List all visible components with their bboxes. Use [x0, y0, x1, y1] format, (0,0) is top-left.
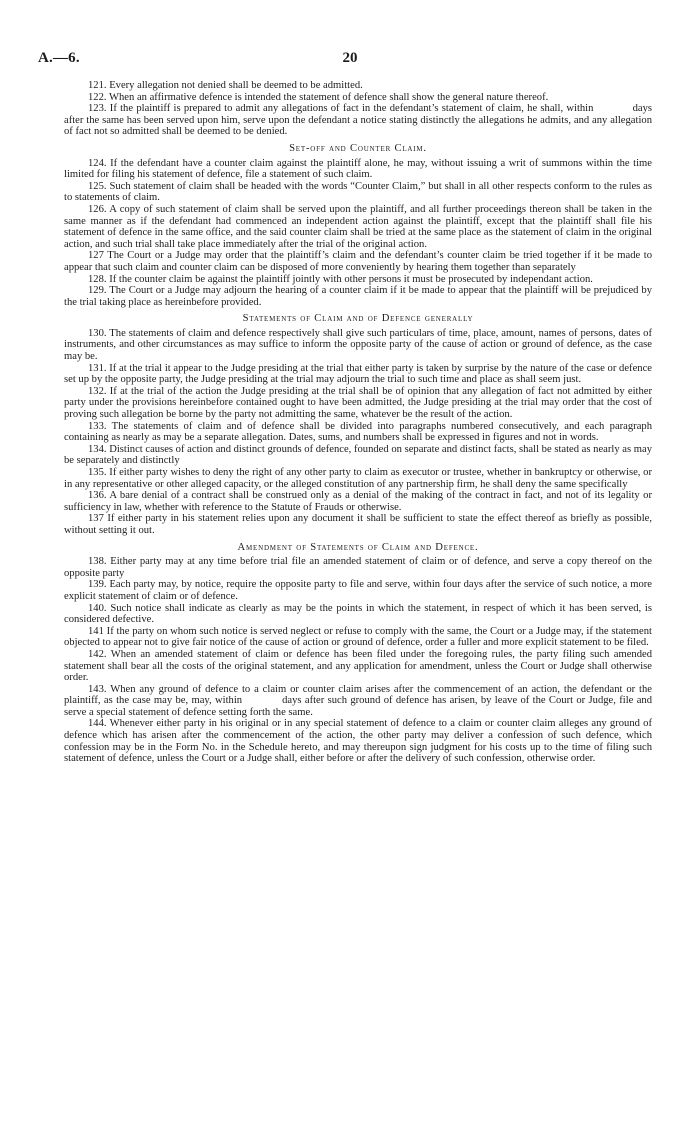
rule-137: 137 If either party in his statement relies upon any document it shall be sufficient to state the effect thereof as briefly as possible, without setting it out.: [64, 513, 652, 536]
section-heading-amendment: Amendment of Statements of Claim and Defence.: [237, 541, 479, 553]
document-reference: A.—6.: [38, 50, 80, 66]
rule-140: 140. Such notice shall indicate as clearly as may be the points in which the statement, in respect of which it has been served, is considered defective.: [64, 602, 652, 626]
rule-124: 124. If the defendant have a counter claim against the plaintiff alone, he may, without issuing a writ of summons within the time limited for filing his statement of defence, file a statement of such claim.: [64, 157, 652, 181]
rule-133: 133. The statements of claim and of defence shall be divided into paragraphs numbered consecutively, and each paragraph containing as nearly as may be a separate allegation. Dates, sums, and numbers shall be expressed in figures and not in words.: [64, 420, 652, 444]
rule-130: 130. The statements of claim and defence respectively shall give such particulars of time, place, amount, names of persons, dates of instruments, and other circumstances as may suffice to inform the opposite party of the cause of action or ground of defence, as the case may be.: [64, 327, 652, 363]
rule-141: 141 If the party on whom such notice is served neglect or refuse to comply with the same, the Court or a Judge may, if the statement objected to appear not to give fair notice of the cause of action or ground of defence, order a fuller and more explicit statement to be filed.: [64, 625, 652, 649]
section-heading-statements: Statements of Claim and of Defence generally: [242, 313, 474, 325]
rule-134: 134. Distinct causes of action and distinct grounds of defence, founded on separate and distinct facts, shall be stated as nearly as may be separately and distinctly: [64, 443, 652, 467]
rule-144: 144. Whenever either party in his original or in any special statement of defence to a claim or counter claim alleges any ground of defence which has arisen after the commencement of the action, the other party may deliver a confession of such defence, which confession may be in the Form No. in the Schedule hereto, and may thereupon sign judgment for his costs up to the time of filing such statement of defence, unless the Court or a Judge shall, either before or after the delivery of such confession, otherwise order.: [64, 718, 652, 765]
rule-125: 125. Such statement of claim shall be headed with the words “Counter Claim,” but shall in all other respects conform to the rules as to statements of claim.: [64, 180, 652, 204]
rule-138: 138. Either party may at any time before trial file an amended statement of claim or of defence, and serve a copy thereof on the opposite party: [64, 556, 652, 579]
page-number: 20: [342, 50, 358, 66]
rule-126: 126. A copy of such statement of claim shall be served upon the plaintiff, and all further proceedings thereon shall be taken in the same manner as if the defendant had commenced an independent action against the plaintiff, except that the plaintiff shall file his statement of defence in the same office, and the said counter claim shall be tried at the same place as the statement of claim in the original action, and such trial shall take place immediately after the trial of the original action.: [64, 203, 652, 250]
rule-129: 129. The Court or a Judge may adjourn the hearing of a counter claim if it be made to appear that the plaintiff will be prejudiced by the trial taking place as hereinbefore provided.: [64, 285, 652, 308]
rule-142: 142. When an amended statement of claim or defence has been filed under the foregoing rules, the party filing such amended statement shall bear all the costs of the original statement, and any application for amendment, unless the Court or Judge shall otherwise order.: [64, 648, 652, 684]
rule-143: 143. When any ground of defence to a claim or counter claim arises after the commencement of an action, the defendant or the plaintiff, as the case may be, may, within days after such ground of defence has arisen, by leave of the Court or Judge, file and serve a special statement of defence setting forth the same.: [64, 683, 655, 718]
rule-139: 139. Each party may, by notice, require the opposite party to file and serve, within four days after the service of such notice, a more explicit statement of claim or of defence.: [64, 579, 652, 602]
rule-123: 123. If the plaintiff is prepared to admit any allegations of fact in the defendant’s statement of claim, he shall, within days after the same has been served upon him, serve upon the defendant a notice stating distinctly the allegations he admits, and any allegation of fact not so admitted shall be deemed to be denied.: [64, 103, 655, 138]
rule-135: 135. If either party wishes to deny the right of any other party to claim as executor or trustee, whether in bankruptcy or otherwise, or in any representative or other alleged capacity, or the alleged constitution of any partnership firm, he shall deny the same specifically: [64, 467, 652, 490]
rule-128: 128. If the counter claim be against the plaintiff jointly with other persons it must be prosecuted by independant action.: [88, 273, 593, 285]
rule-131: 131. If at the trial it appear to the Judge presiding at the trial that either party is taken by surprise by the nature of the case or defence set up by the opposite party, the Judge presiding at the trial may adjourn the trial to such time and place as shall seem just.: [64, 362, 652, 386]
section-heading-set-off: Set-off and Counter Claim.: [289, 142, 427, 154]
rule-136: 136. A bare denial of a contract shall be construed only as a denial of the making of the contract in fact, and not of its legality or sufficiency in law, whether with reference to the Statute of Frauds or otherwise.: [64, 490, 652, 513]
document-body: [64, 80, 655, 765]
rule-132: 132. If at the trial of the action the Judge presiding at the trial shall be of opinion that any allegation of fact not admitted by either party under the provisions hereinbefore contained ought to have been admitted, the Judge presiding at the trial may order that the cost of proving such allegation be borne by the party not admitting the same, whatever be the result of the action.: [64, 385, 652, 421]
rule-121: 121. Every allegation not denied shall be deemed to be admitted.: [88, 80, 363, 91]
rule-127: 127 The Court or a Judge may order that the plaintiff’s claim and the defendant’s counter claim be tried together if it be made to appear that such claim and counter claim can be disposed of more conveniently by hearing them together than separately: [64, 250, 652, 273]
rule-122: 122. When an affirmative defence is intended the statement of defence shall show the general nature thereof.: [88, 91, 549, 103]
